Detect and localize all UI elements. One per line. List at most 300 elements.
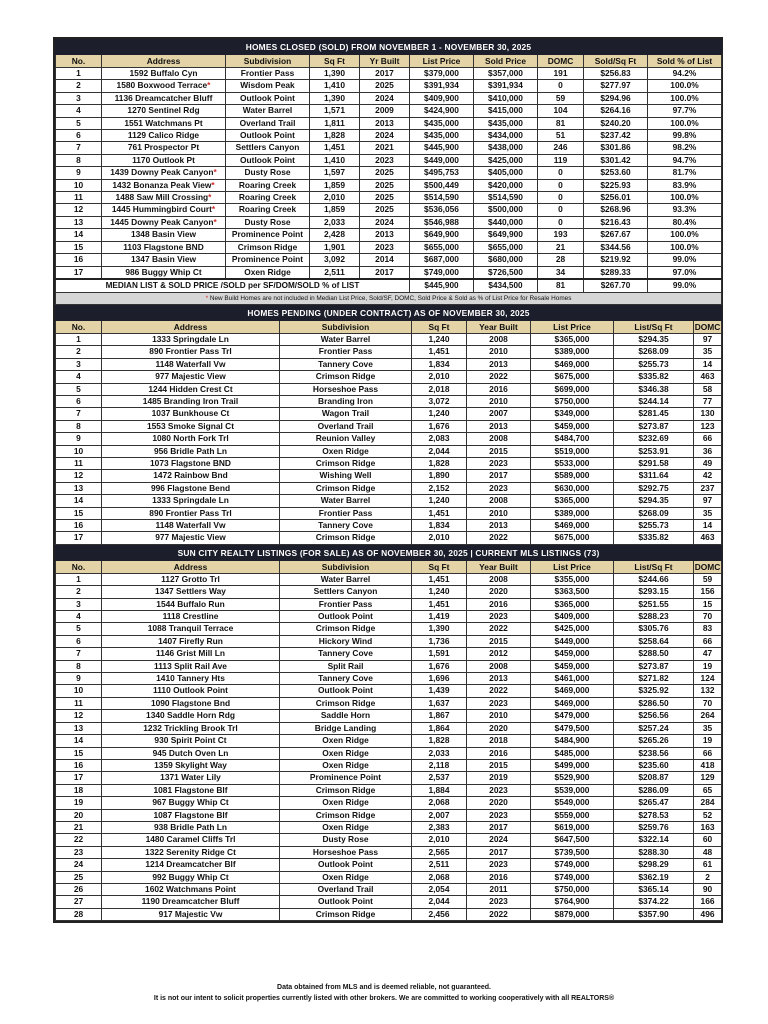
address-text: 1488 Saw Mill Crossing xyxy=(115,192,209,203)
address-text: 1170 Outlook Pt xyxy=(132,154,195,165)
list-cell: $379,000 xyxy=(410,68,474,80)
yr-cell: 2017 xyxy=(360,68,410,80)
yr-cell: 2025 xyxy=(360,192,410,204)
address-text: 1439 Downy Peak Canyon xyxy=(110,167,214,178)
sold-cell: $680,000 xyxy=(474,254,538,266)
pct-cell: 100.0% xyxy=(648,229,722,241)
sold-sqft-cell: $344.56 xyxy=(584,241,648,253)
address-cell: 1080 North Fork Trl xyxy=(102,433,280,445)
address-cell: 1322 Serenity Ridge Ct xyxy=(102,846,280,858)
subdivision-cell: Crimson Ridge xyxy=(226,241,310,253)
yr-cell: 2022 xyxy=(467,532,531,544)
median-domc: 81 xyxy=(538,279,584,293)
column-header: Year Built xyxy=(467,560,531,573)
address-cell xyxy=(102,192,226,204)
subdivision-cell: Outlook Point xyxy=(280,859,412,871)
subdivision-cell: Crimson Ridge xyxy=(280,457,412,469)
list-cell: $365,000 xyxy=(531,598,614,610)
sqft-cell: 1,676 xyxy=(412,420,467,432)
listings-table-row xyxy=(56,611,722,623)
yr-cell: 2019 xyxy=(467,772,531,784)
list-cell: $409,000 xyxy=(531,611,614,623)
sqft-cell: 2,007 xyxy=(412,809,467,821)
address-cell: 1553 Smoke Signal Ct xyxy=(102,420,280,432)
sqft-cell: 2,033 xyxy=(310,216,360,228)
list-cell: $349,000 xyxy=(531,408,614,420)
median-sold-sqft: $267.70 xyxy=(584,279,648,293)
domc-cell: 66 xyxy=(694,433,722,445)
domc-cell: 124 xyxy=(694,673,722,685)
yr-cell: 2023 xyxy=(467,611,531,623)
column-header: Sold Price xyxy=(474,55,538,68)
yr-cell: 2023 xyxy=(467,482,531,494)
no-cell: 3 xyxy=(56,598,102,610)
median-sold: $434,500 xyxy=(474,279,538,293)
list-sqft-cell: $255.73 xyxy=(614,358,694,370)
sqft-cell: 1,834 xyxy=(412,520,467,532)
yr-cell: 2023 xyxy=(467,859,531,871)
list-sqft-cell: $232.69 xyxy=(614,433,694,445)
domc-cell: 59 xyxy=(538,92,584,104)
domc-cell: 51 xyxy=(538,130,584,142)
closed-table-row xyxy=(56,167,722,179)
pct-cell: 100.0% xyxy=(648,192,722,204)
address-cell xyxy=(102,167,226,179)
sold-cell: $655,000 xyxy=(474,241,538,253)
list-cell: $469,000 xyxy=(531,520,614,532)
note-text: New Build Homes are not included in Median List Price, Sold/SF, DOMC, Sold Price & Sold as % of List Price for Resale Homes xyxy=(208,294,572,302)
sqft-cell: 2,537 xyxy=(412,772,467,784)
no-cell: 16 xyxy=(56,520,102,532)
list-cell: $355,000 xyxy=(531,573,614,585)
domc-cell: 52 xyxy=(694,809,722,821)
address-cell: 956 Bridle Path Ln xyxy=(102,445,280,457)
list-sqft-cell: $298.29 xyxy=(614,859,694,871)
list-sqft-cell: $357.90 xyxy=(614,908,694,920)
list-sqft-cell: $311.64 xyxy=(614,470,694,482)
no-cell: 6 xyxy=(56,130,102,142)
closed-table-row xyxy=(56,142,722,154)
sold-sqft-cell: $301.42 xyxy=(584,154,648,166)
address-cell xyxy=(102,254,226,266)
list-cell: $365,000 xyxy=(531,495,614,507)
list-sqft-cell: $271.82 xyxy=(614,673,694,685)
subdivision-cell: Outlook Point xyxy=(226,92,310,104)
pending-table-row xyxy=(56,482,722,494)
sold-sqft-cell: $267.67 xyxy=(584,229,648,241)
pct-cell: 98.2% xyxy=(648,142,722,154)
address-cell xyxy=(102,117,226,129)
domc-cell: 2 xyxy=(694,871,722,883)
address-cell: 1407 Firefly Run xyxy=(102,635,280,647)
list-cell: $630,000 xyxy=(531,482,614,494)
no-cell: 1 xyxy=(56,573,102,585)
list-cell: $425,000 xyxy=(531,623,614,635)
no-cell: 16 xyxy=(56,759,102,771)
yr-cell: 2013 xyxy=(467,520,531,532)
subdivision-cell: Water Barrel xyxy=(280,573,412,585)
list-sqft-cell: $265.47 xyxy=(614,797,694,809)
column-header: Sold % of List xyxy=(648,55,722,68)
list-cell: $519,000 xyxy=(531,445,614,457)
pending-table-row xyxy=(56,433,722,445)
yr-cell: 2010 xyxy=(467,346,531,358)
sqft-cell: 1,439 xyxy=(412,685,467,697)
column-header: No. xyxy=(56,320,102,333)
no-cell: 13 xyxy=(56,216,102,228)
domc-cell: 193 xyxy=(538,229,584,241)
pct-cell: 100.0% xyxy=(648,92,722,104)
column-header: List/Sq Ft xyxy=(614,560,694,573)
subdivision-cell: Frontier Pass xyxy=(280,346,412,358)
yr-cell: 2007 xyxy=(467,408,531,420)
domc-cell: 83 xyxy=(694,623,722,635)
sqft-cell: 2,383 xyxy=(412,821,467,833)
subdivision-cell: Overland Trail xyxy=(280,883,412,895)
listings-table-row xyxy=(56,883,722,895)
list-cell: $391,934 xyxy=(410,80,474,92)
sqft-cell: 1,451 xyxy=(412,346,467,358)
column-header: Subdivision xyxy=(280,320,412,333)
subdivision-cell: Frontier Pass xyxy=(280,507,412,519)
sqft-cell: 1,901 xyxy=(310,241,360,253)
subdivision-cell: Oxen Ridge xyxy=(280,747,412,759)
yr-cell: 2008 xyxy=(467,660,531,672)
column-header: List/Sq Ft xyxy=(614,320,694,333)
list-cell: $514,590 xyxy=(410,192,474,204)
subdivision-cell: Tannery Cove xyxy=(280,648,412,660)
column-header: Address xyxy=(102,55,226,68)
yr-cell: 2025 xyxy=(360,204,410,216)
pct-cell: 81.7% xyxy=(648,167,722,179)
subdivision-cell: Oxen Ridge xyxy=(280,871,412,883)
list-sqft-cell: $258.64 xyxy=(614,635,694,647)
subdivision-cell: Tannery Cove xyxy=(280,358,412,370)
closed-header-row xyxy=(56,55,722,68)
sqft-cell: 3,072 xyxy=(412,395,467,407)
subdivision-cell: Horseshoe Pass xyxy=(280,383,412,395)
address-cell: 1485 Branding Iron Trail xyxy=(102,395,280,407)
address-cell: 1214 Dreamcatcher Blf xyxy=(102,859,280,871)
domc-cell: 49 xyxy=(694,457,722,469)
list-sqft-cell: $365.14 xyxy=(614,883,694,895)
no-cell: 11 xyxy=(56,457,102,469)
address-cell xyxy=(102,204,226,216)
domc-cell: 90 xyxy=(694,883,722,895)
sqft-cell: 1,890 xyxy=(412,470,467,482)
median-pct: 99.0% xyxy=(648,279,722,293)
yr-cell: 2018 xyxy=(467,735,531,747)
list-cell: $750,000 xyxy=(531,395,614,407)
subdivision-cell: Dusty Rose xyxy=(280,834,412,846)
pending-table-row xyxy=(56,408,722,420)
domc-cell: 15 xyxy=(694,598,722,610)
sqft-cell: 1,597 xyxy=(310,167,360,179)
sqft-cell: 2,511 xyxy=(310,266,360,279)
sqft-cell: 1,867 xyxy=(412,710,467,722)
column-header: Subdivision xyxy=(226,55,310,68)
closed-table-row xyxy=(56,229,722,241)
subdivision-cell: Crimson Ridge xyxy=(280,623,412,635)
pct-cell: 94.2% xyxy=(648,68,722,80)
yr-cell: 2023 xyxy=(467,809,531,821)
list-sqft-cell: $268.09 xyxy=(614,346,694,358)
domc-cell: 0 xyxy=(538,179,584,191)
median-list: $445,900 xyxy=(410,279,474,293)
yr-cell: 2013 xyxy=(467,420,531,432)
column-header: Address xyxy=(102,560,280,573)
yr-cell: 2020 xyxy=(467,797,531,809)
no-cell: 1 xyxy=(56,68,102,80)
yr-cell: 2024 xyxy=(467,834,531,846)
address-cell: 1090 Flagstone Bnd xyxy=(102,697,280,709)
list-cell: $479,000 xyxy=(531,710,614,722)
listings-table-row xyxy=(56,586,722,598)
list-cell: $764,900 xyxy=(531,896,614,908)
listings-table-row xyxy=(56,623,722,635)
address-cell xyxy=(102,92,226,104)
list-cell: $749,000 xyxy=(410,266,474,279)
subdivision-cell: Water Barrel xyxy=(280,333,412,345)
sold-sqft-cell: $264.16 xyxy=(584,105,648,117)
address-text: 1445 Hummingbird Court xyxy=(111,204,212,215)
yr-cell: 2015 xyxy=(467,635,531,647)
listings-table-row xyxy=(56,747,722,759)
domc-cell: 119 xyxy=(538,154,584,166)
address-text: 1348 Basin View xyxy=(130,229,197,240)
subdivision-cell: Oxen Ridge xyxy=(280,735,412,747)
no-cell: 10 xyxy=(56,445,102,457)
closed-table-row xyxy=(56,241,722,253)
address-cell: 917 Majestic Vw xyxy=(102,908,280,920)
no-cell: 4 xyxy=(56,105,102,117)
subdivision-cell: Oxen Ridge xyxy=(280,821,412,833)
subdivision-cell: Water Barrel xyxy=(280,495,412,507)
address-cell: 977 Majestic View xyxy=(102,532,280,544)
domc-cell: 77 xyxy=(694,395,722,407)
sqft-cell: 1,410 xyxy=(310,80,360,92)
address-text: 1592 Buffalo Cyn xyxy=(129,68,198,78)
listings-table-row xyxy=(56,809,722,821)
list-sqft-cell: $322.14 xyxy=(614,834,694,846)
sqft-cell: 1,696 xyxy=(412,673,467,685)
address-cell: 890 Frontier Pass Trl xyxy=(102,346,280,358)
sqft-cell: 1,859 xyxy=(310,204,360,216)
listings-table-row xyxy=(56,598,722,610)
domc-cell: 463 xyxy=(694,532,722,544)
address-cell xyxy=(102,105,226,117)
domc-cell: 0 xyxy=(538,80,584,92)
sold-cell: $357,000 xyxy=(474,68,538,80)
yr-cell: 2023 xyxy=(467,784,531,796)
yr-cell: 2016 xyxy=(467,871,531,883)
yr-cell: 2016 xyxy=(467,598,531,610)
sold-cell: $649,900 xyxy=(474,229,538,241)
address-cell: 1118 Crestline xyxy=(102,611,280,623)
address-cell: 992 Buggy Whip Ct xyxy=(102,871,280,883)
list-sqft-cell: $208.87 xyxy=(614,772,694,784)
sqft-cell: 1,390 xyxy=(310,68,360,80)
sqft-cell: 1,859 xyxy=(310,179,360,191)
subdivision-cell: Settlers Canyon xyxy=(226,142,310,154)
sold-cell: $514,590 xyxy=(474,192,538,204)
address-cell: 1073 Flagstone BND xyxy=(102,457,280,469)
address-cell xyxy=(102,80,226,92)
list-cell: $435,000 xyxy=(410,130,474,142)
list-cell: $461,000 xyxy=(531,673,614,685)
sqft-cell: 2,152 xyxy=(412,482,467,494)
closed-table-row xyxy=(56,179,722,191)
listings-table-row xyxy=(56,871,722,883)
pending-table-row xyxy=(56,395,722,407)
list-cell: $495,753 xyxy=(410,167,474,179)
list-cell: $365,000 xyxy=(531,333,614,345)
list-cell: $879,000 xyxy=(531,908,614,920)
address-cell: 1333 Springdale Ln xyxy=(102,333,280,345)
subdivision-cell: Oxen Ridge xyxy=(280,445,412,457)
subdivision-cell: Crimson Ridge xyxy=(280,371,412,383)
sqft-cell: 1,736 xyxy=(412,635,467,647)
listings-table-row xyxy=(56,834,722,846)
sold-sqft-cell: $301.86 xyxy=(584,142,648,154)
yr-cell: 2025 xyxy=(360,167,410,179)
list-cell: $469,000 xyxy=(531,685,614,697)
pct-cell: 97.0% xyxy=(648,266,722,279)
pct-cell: 100.0% xyxy=(648,117,722,129)
listings-section-title: SUN CITY REALTY LISTINGS (FOR SALE) AS OF NOVEMBER 30, 2025 | CURRENT MLS LISTINGS (73) xyxy=(56,545,722,560)
yr-cell: 2023 xyxy=(467,896,531,908)
new-build-marker: * xyxy=(207,80,211,91)
subdivision-cell: Hickory Wind xyxy=(280,635,412,647)
subdivision-cell: Wisdom Peak xyxy=(226,80,310,92)
list-cell: $750,000 xyxy=(531,883,614,895)
address-text: 1129 Calico Ridge xyxy=(127,130,200,141)
yr-cell: 2020 xyxy=(467,586,531,598)
subdivision-cell: Frontier Pass xyxy=(280,598,412,610)
domc-cell: 66 xyxy=(694,635,722,647)
pending-table-row xyxy=(56,420,722,432)
list-sqft-cell: $346.38 xyxy=(614,383,694,395)
domc-cell: 0 xyxy=(538,192,584,204)
address-cell: 890 Frontier Pass Trl xyxy=(102,507,280,519)
no-cell: 7 xyxy=(56,408,102,420)
domc-cell: 130 xyxy=(694,408,722,420)
median-row xyxy=(56,279,722,293)
listings-table-row xyxy=(56,635,722,647)
yr-cell: 2012 xyxy=(467,648,531,660)
listings-table-row xyxy=(56,759,722,771)
list-cell: $484,700 xyxy=(531,433,614,445)
yr-cell: 2024 xyxy=(360,216,410,228)
sold-cell: $438,000 xyxy=(474,142,538,154)
no-cell: 26 xyxy=(56,883,102,895)
list-sqft-cell: $374.22 xyxy=(614,896,694,908)
sqft-cell: 2,428 xyxy=(310,229,360,241)
list-cell: $749,000 xyxy=(531,871,614,883)
column-header: No. xyxy=(56,560,102,573)
address-cell: 1371 Water Lily xyxy=(102,772,280,784)
address-cell: 1127 Grotto Trl xyxy=(102,573,280,585)
domc-cell: 47 xyxy=(694,648,722,660)
sold-sqft-cell: $294.96 xyxy=(584,92,648,104)
list-sqft-cell: $291.58 xyxy=(614,457,694,469)
pending-homes-table xyxy=(55,305,722,545)
sqft-cell: 2,018 xyxy=(412,383,467,395)
subdivision-cell: Oxen Ridge xyxy=(280,797,412,809)
address-cell: 1340 Saddle Horn Rdg xyxy=(102,710,280,722)
pct-cell: 97.7% xyxy=(648,105,722,117)
new-build-marker: * xyxy=(211,204,216,215)
sqft-cell: 1,811 xyxy=(310,117,360,129)
address-text: 1136 Dreamcatcher Bluff xyxy=(114,92,213,103)
no-cell: 8 xyxy=(56,660,102,672)
new-build-marker: * xyxy=(213,216,217,227)
domc-cell: 48 xyxy=(694,846,722,858)
subdivision-cell: Oxen Ridge xyxy=(226,266,310,279)
address-cell xyxy=(102,241,226,253)
domc-cell: 123 xyxy=(694,420,722,432)
domc-cell: 19 xyxy=(694,660,722,672)
list-cell: $449,000 xyxy=(410,154,474,166)
list-sqft-cell: $257.24 xyxy=(614,722,694,734)
pending-table-row xyxy=(56,358,722,370)
pending-table-row xyxy=(56,371,722,383)
sold-sqft-cell: $256.83 xyxy=(584,68,648,80)
domc-cell: 35 xyxy=(694,722,722,734)
list-cell: $459,000 xyxy=(531,648,614,660)
subdivision-cell: Dusty Rose xyxy=(226,167,310,179)
subdivision-cell: Tannery Cove xyxy=(280,520,412,532)
no-cell: 5 xyxy=(56,117,102,129)
subdivision-cell: Outlook Point xyxy=(226,130,310,142)
new-build-marker: * xyxy=(213,167,217,178)
column-header: DOMC xyxy=(538,55,584,68)
list-cell: $479,500 xyxy=(531,722,614,734)
list-sqft-cell: $255.73 xyxy=(614,520,694,532)
subdivision-cell: Split Rail xyxy=(280,660,412,672)
address-cell: 1244 Hidden Crest Ct xyxy=(102,383,280,395)
column-header: List Price xyxy=(531,320,614,333)
address-text: 1270 Sentinel Rdg xyxy=(127,105,200,116)
list-cell: $459,000 xyxy=(531,660,614,672)
sqft-cell: 2,010 xyxy=(412,834,467,846)
list-cell: $675,000 xyxy=(531,532,614,544)
sqft-cell: 2,010 xyxy=(310,192,360,204)
domc-cell: 0 xyxy=(538,204,584,216)
no-cell: 12 xyxy=(56,470,102,482)
list-cell: $649,900 xyxy=(410,229,474,241)
sqft-cell: 1,240 xyxy=(412,586,467,598)
address-cell: 1037 Bunkhouse Ct xyxy=(102,408,280,420)
yr-cell: 2013 xyxy=(360,117,410,129)
disclaimer-line-1: Data obtained from MLS and is deemed reliable, not guaranteed. xyxy=(277,984,491,991)
yr-cell: 2008 xyxy=(467,573,531,585)
sqft-cell: 2,010 xyxy=(412,371,467,383)
subdivision-cell: Prominence Point xyxy=(226,254,310,266)
listings-table-row xyxy=(56,821,722,833)
sold-sqft-cell: $219.92 xyxy=(584,254,648,266)
sold-cell: $420,000 xyxy=(474,179,538,191)
domc-cell: 104 xyxy=(538,105,584,117)
domc-cell: 0 xyxy=(538,216,584,228)
no-cell: 10 xyxy=(56,685,102,697)
domc-cell: 81 xyxy=(538,117,584,129)
listings-table-row xyxy=(56,735,722,747)
address-text: 761 Prospector Pt xyxy=(127,142,200,153)
domc-cell: 496 xyxy=(694,908,722,920)
address-cell: 1410 Tannery Hts xyxy=(102,673,280,685)
address-cell: 930 Spirit Point Ct xyxy=(102,735,280,747)
